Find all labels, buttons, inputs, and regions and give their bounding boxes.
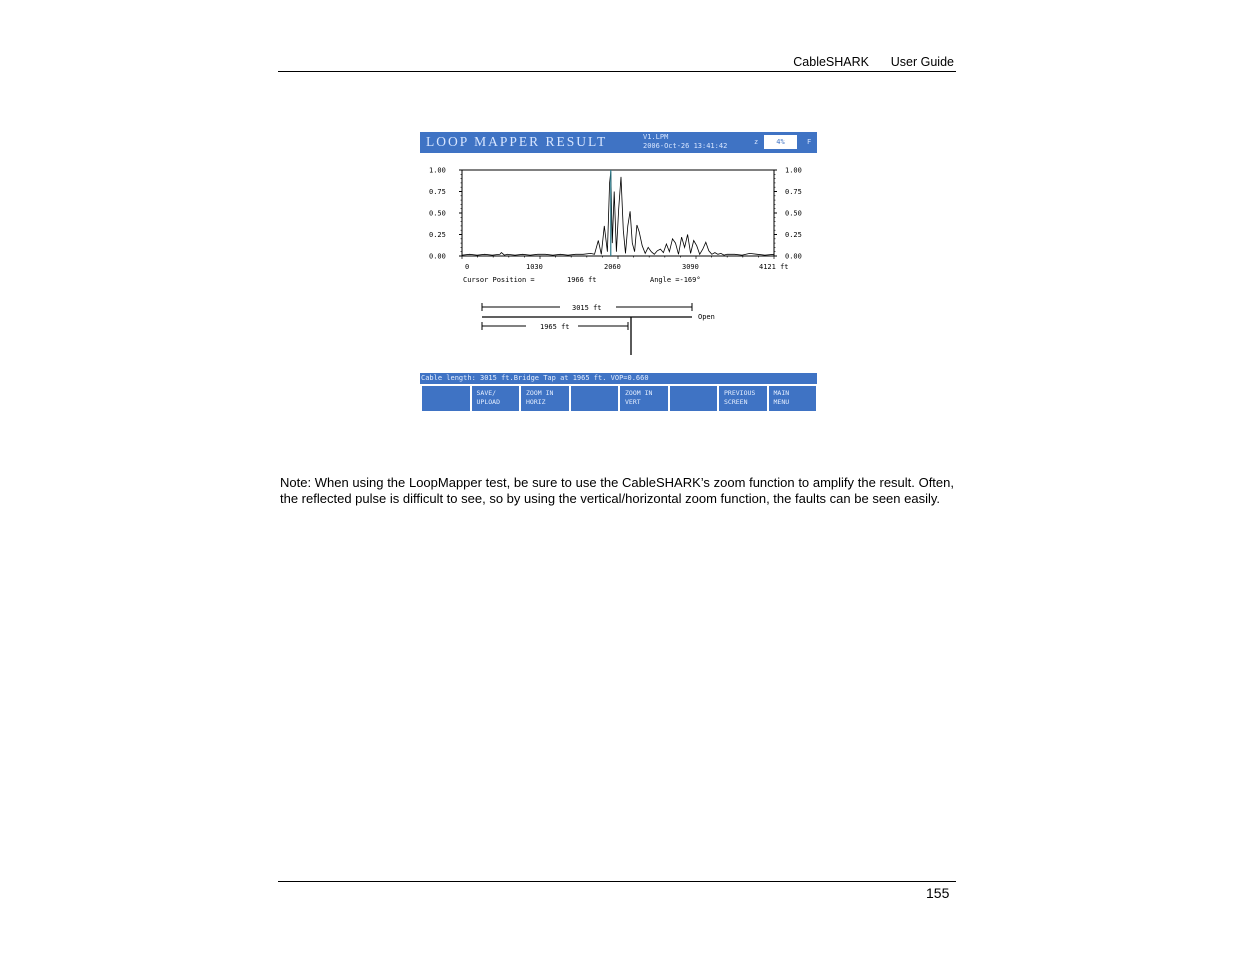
x-tick-label: 4121 ft [759, 263, 789, 271]
header-rule [278, 71, 956, 72]
cable-diagram [482, 301, 715, 355]
note-paragraph: Note: When using the LoopMapper test, be sure to use the CableSHARK’s zoom function to amplify the result. Often, the reflected pulse is difficult to see, so by using the vertical/horizontal zoom function, the faults can be seen easily. [280, 475, 954, 506]
screen-title-bar [420, 132, 817, 153]
y-tick-label-right: 0.25 [785, 231, 802, 239]
softkey-1 [422, 386, 470, 411]
y-tick-label-left: 0.50 [429, 209, 446, 218]
y-tick-label-left: 0.00 [429, 252, 446, 261]
softkey-5: ZOOM IN VERT [620, 386, 668, 411]
y-tick-label-right: 0.75 [785, 188, 802, 196]
screen-title: LOOP MAPPER RESULT [426, 134, 608, 149]
softkey-3: ZOOM IN HORIZ [521, 386, 569, 411]
page-number: 155 [926, 885, 950, 901]
softkey-8: MAIN MENU [769, 386, 817, 411]
x-tick-label: 0 [465, 263, 470, 271]
loop-mapper-screenshot [420, 132, 817, 413]
softkey-6 [670, 386, 718, 411]
zoom-label: z [754, 138, 759, 146]
softkey-7: PREVIOUS SCREEN [719, 386, 767, 411]
y-tick-label-right: 1.00 [785, 166, 802, 175]
cursor-position-value: 1966 ft [567, 276, 597, 284]
angle-label: Angle =-169° [650, 276, 701, 284]
y-tick-label-left: 1.00 [429, 166, 446, 175]
loop-mapper-chart [420, 162, 817, 362]
y-tick-label-left: 0.25 [429, 231, 446, 239]
series-line [462, 172, 774, 255]
softkey-row [420, 386, 817, 412]
cable-length-label: 3015 ft [572, 304, 602, 312]
y-tick-label-left: 0.75 [429, 188, 446, 196]
status-bar: Cable length: 3015 ft.Bridge Tap at 1965 ft. VOP=0.660 [420, 373, 817, 384]
header-guide: User Guide [890, 55, 954, 69]
tap-distance-label: 1965 ft [540, 323, 570, 331]
softkey-2: SAVE/ UPLOAD [472, 386, 520, 411]
header-product: CableSHARK [793, 55, 869, 69]
zoom-value: 4% [764, 135, 797, 149]
open-label: Open [698, 313, 715, 321]
screen-date: 2006-Oct-26 13:41:42 [643, 142, 728, 150]
x-tick-label: 1030 [526, 263, 543, 271]
y-tick-label-right: 0.50 [785, 209, 802, 218]
y-tick-label-right: 0.00 [785, 252, 802, 261]
plot-frame [462, 170, 774, 256]
footer-rule [278, 881, 956, 882]
screen-file-name: V1.LPM [643, 133, 669, 141]
softkey-4 [571, 386, 619, 411]
f-label: F [807, 138, 812, 146]
page-header [278, 55, 956, 71]
cursor-position-label: Cursor Position = [463, 276, 535, 284]
x-tick-label: 3090 [682, 263, 699, 271]
x-tick-label: 2060 [604, 263, 621, 271]
